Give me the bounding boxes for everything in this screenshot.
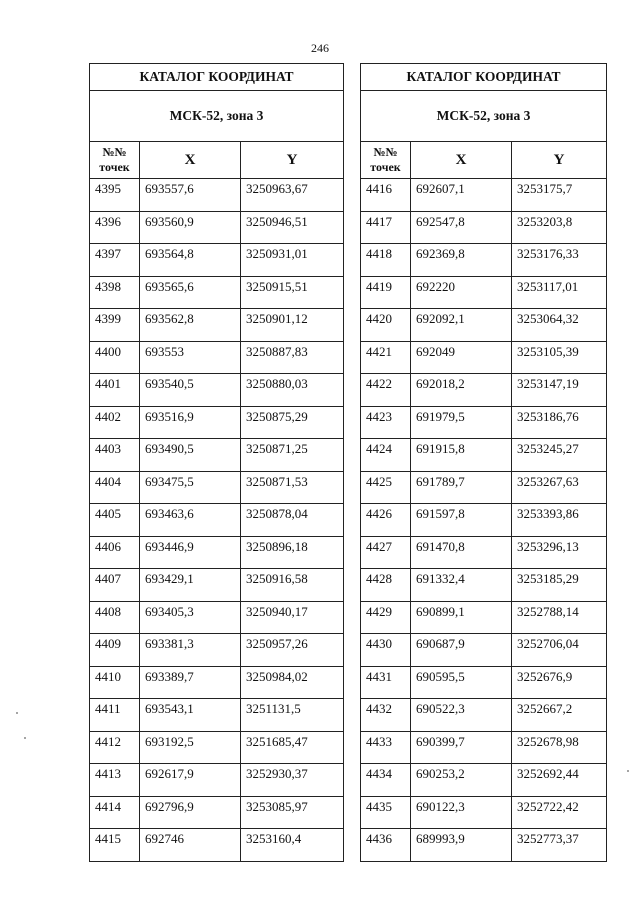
point-number-cell: 4399 (90, 309, 140, 342)
point-number-cell: 4424 (361, 439, 411, 472)
point-number-cell: 4422 (361, 374, 411, 407)
x-coordinate-cell: 693429,1 (140, 569, 241, 602)
x-coordinate-cell: 693562,8 (140, 309, 241, 342)
x-coordinate-cell: 690399,7 (411, 731, 512, 764)
point-number-cell: 4401 (90, 374, 140, 407)
table-row (361, 406, 607, 439)
y-coordinate-cell: 3250940,17 (241, 601, 344, 634)
point-number-cell: 4411 (90, 699, 140, 732)
x-coordinate-cell: 691789,7 (411, 471, 512, 504)
column-header-point-line1: №№ (373, 145, 398, 159)
x-coordinate-cell: 693553 (140, 341, 241, 374)
x-coordinate-cell: 693516,9 (140, 406, 241, 439)
table-row (90, 731, 344, 764)
table-row (90, 276, 344, 309)
y-coordinate-cell: 3252930,37 (241, 764, 344, 797)
x-coordinate-cell: 690122,3 (411, 796, 512, 829)
table-row (90, 569, 344, 602)
point-number-cell: 4405 (90, 504, 140, 537)
table-row (361, 829, 607, 862)
point-number-cell: 4432 (361, 699, 411, 732)
point-number-cell: 4421 (361, 341, 411, 374)
point-number-cell: 4429 (361, 601, 411, 634)
point-number-cell: 4400 (90, 341, 140, 374)
y-coordinate-cell: 3252667,2 (512, 699, 607, 732)
table-row (90, 666, 344, 699)
table-row (361, 374, 607, 407)
point-number-cell: 4430 (361, 634, 411, 667)
point-number-cell: 4404 (90, 471, 140, 504)
y-coordinate-cell: 3250963,67 (241, 179, 344, 212)
column-header-point (361, 142, 411, 179)
catalog-title: КАТАЛОГ КООРДИНАТ (90, 64, 344, 91)
y-coordinate-cell: 3252773,37 (512, 829, 607, 862)
table-row (361, 796, 607, 829)
x-coordinate-cell: 691597,8 (411, 504, 512, 537)
table-row (361, 536, 607, 569)
table-row (90, 179, 344, 212)
y-coordinate-cell: 3252788,14 (512, 601, 607, 634)
x-coordinate-cell: 692796,9 (140, 796, 241, 829)
point-number-cell: 4414 (90, 796, 140, 829)
table-row (361, 179, 607, 212)
table-row (90, 439, 344, 472)
table-row (90, 536, 344, 569)
x-coordinate-cell: 692617,9 (140, 764, 241, 797)
catalog-subtitle: МСК-52, зона 3 (90, 91, 344, 142)
y-coordinate-cell: 3252678,98 (512, 731, 607, 764)
table-row (90, 341, 344, 374)
y-coordinate-cell: 3250957,26 (241, 634, 344, 667)
table-row (90, 211, 344, 244)
point-number-cell: 4407 (90, 569, 140, 602)
table-row (361, 569, 607, 602)
table-row (361, 341, 607, 374)
y-coordinate-cell: 3250915,51 (241, 276, 344, 309)
point-number-cell: 4416 (361, 179, 411, 212)
table-row (90, 634, 344, 667)
table-row (90, 471, 344, 504)
x-coordinate-cell: 693446,9 (140, 536, 241, 569)
table-row (361, 211, 607, 244)
catalog-subtitle: МСК-52, зона 3 (361, 91, 607, 142)
x-coordinate-cell: 693389,7 (140, 666, 241, 699)
table-row (361, 601, 607, 634)
table-row (90, 699, 344, 732)
y-coordinate-cell: 3250984,02 (241, 666, 344, 699)
point-number-cell: 4433 (361, 731, 411, 764)
table-row (361, 276, 607, 309)
point-number-cell: 4409 (90, 634, 140, 667)
y-coordinate-cell: 3251131,5 (241, 699, 344, 732)
table-row (90, 796, 344, 829)
x-coordinate-cell: 690253,2 (411, 764, 512, 797)
x-coordinate-cell: 692607,1 (411, 179, 512, 212)
y-coordinate-cell: 3250887,83 (241, 341, 344, 374)
x-coordinate-cell: 692018,2 (411, 374, 512, 407)
x-coordinate-cell: 693490,5 (140, 439, 241, 472)
x-coordinate-cell: 693543,1 (140, 699, 241, 732)
point-number-cell: 4427 (361, 536, 411, 569)
point-number-cell: 4396 (90, 211, 140, 244)
x-coordinate-cell: 693405,3 (140, 601, 241, 634)
x-coordinate-cell: 693560,9 (140, 211, 241, 244)
column-header-point (90, 142, 140, 179)
point-number-cell: 4419 (361, 276, 411, 309)
table-row (361, 439, 607, 472)
y-coordinate-cell: 3251685,47 (241, 731, 344, 764)
table-row (361, 244, 607, 277)
x-coordinate-cell: 693565,6 (140, 276, 241, 309)
table-row (361, 731, 607, 764)
table-row (361, 309, 607, 342)
scan-speck (627, 770, 629, 772)
point-number-cell: 4413 (90, 764, 140, 797)
column-header-point-line2: точек (370, 160, 401, 174)
y-coordinate-cell: 3253160,4 (241, 829, 344, 862)
point-number-cell: 4398 (90, 276, 140, 309)
y-coordinate-cell: 3253267,63 (512, 471, 607, 504)
column-header-x: X (411, 142, 512, 179)
x-coordinate-cell: 692049 (411, 341, 512, 374)
point-number-cell: 4418 (361, 244, 411, 277)
x-coordinate-cell: 690687,9 (411, 634, 512, 667)
x-coordinate-cell: 690595,5 (411, 666, 512, 699)
table-row (90, 244, 344, 277)
x-coordinate-cell: 693381,3 (140, 634, 241, 667)
column-header-point-line2: точек (99, 160, 130, 174)
x-coordinate-cell: 693463,6 (140, 504, 241, 537)
catalog-title: КАТАЛОГ КООРДИНАТ (361, 64, 607, 91)
y-coordinate-cell: 3253064,32 (512, 309, 607, 342)
y-coordinate-cell: 3253185,29 (512, 569, 607, 602)
x-coordinate-cell: 692369,8 (411, 244, 512, 277)
table-row (361, 634, 607, 667)
y-coordinate-cell: 3253393,86 (512, 504, 607, 537)
x-coordinate-cell: 691332,4 (411, 569, 512, 602)
y-coordinate-cell: 3250871,25 (241, 439, 344, 472)
y-coordinate-cell: 3253245,27 (512, 439, 607, 472)
table-row (361, 699, 607, 732)
y-coordinate-cell: 3253085,97 (241, 796, 344, 829)
y-coordinate-cell: 3250931,01 (241, 244, 344, 277)
point-number-cell: 4435 (361, 796, 411, 829)
x-coordinate-cell: 692092,1 (411, 309, 512, 342)
point-number-cell: 4412 (90, 731, 140, 764)
x-coordinate-cell: 692547,8 (411, 211, 512, 244)
point-number-cell: 4420 (361, 309, 411, 342)
table-row (90, 309, 344, 342)
y-coordinate-cell: 3250875,29 (241, 406, 344, 439)
x-coordinate-cell: 691979,5 (411, 406, 512, 439)
coordinate-catalog-table-left (89, 63, 344, 862)
coordinate-catalog-table-right (360, 63, 607, 862)
point-number-cell: 4431 (361, 666, 411, 699)
column-header-point-line1: №№ (102, 145, 127, 159)
table-row (361, 471, 607, 504)
y-coordinate-cell: 3253203,8 (512, 211, 607, 244)
point-number-cell: 4415 (90, 829, 140, 862)
point-number-cell: 4425 (361, 471, 411, 504)
y-coordinate-cell: 3253186,76 (512, 406, 607, 439)
y-coordinate-cell: 3252692,44 (512, 764, 607, 797)
scan-speck (16, 712, 18, 714)
point-number-cell: 4397 (90, 244, 140, 277)
y-coordinate-cell: 3252706,04 (512, 634, 607, 667)
table-row (90, 601, 344, 634)
y-coordinate-cell: 3253105,39 (512, 341, 607, 374)
table-row (90, 829, 344, 862)
y-coordinate-cell: 3250880,03 (241, 374, 344, 407)
y-coordinate-cell: 3253147,19 (512, 374, 607, 407)
x-coordinate-cell: 689993,9 (411, 829, 512, 862)
point-number-cell: 4395 (90, 179, 140, 212)
y-coordinate-cell: 3253296,13 (512, 536, 607, 569)
y-coordinate-cell: 3253176,33 (512, 244, 607, 277)
x-coordinate-cell: 691470,8 (411, 536, 512, 569)
table-row (90, 374, 344, 407)
point-number-cell: 4408 (90, 601, 140, 634)
y-coordinate-cell: 3252676,9 (512, 666, 607, 699)
table-row (90, 406, 344, 439)
y-coordinate-cell: 3252722,42 (512, 796, 607, 829)
x-coordinate-cell: 693557,6 (140, 179, 241, 212)
y-coordinate-cell: 3250871,53 (241, 471, 344, 504)
x-coordinate-cell: 690522,3 (411, 699, 512, 732)
column-header-y: Y (241, 142, 344, 179)
y-coordinate-cell: 3250916,58 (241, 569, 344, 602)
column-header-y: Y (512, 142, 607, 179)
scan-speck (24, 737, 26, 739)
table-row (361, 666, 607, 699)
point-number-cell: 4410 (90, 666, 140, 699)
x-coordinate-cell: 693564,8 (140, 244, 241, 277)
point-number-cell: 4436 (361, 829, 411, 862)
y-coordinate-cell: 3250901,12 (241, 309, 344, 342)
column-header-x: X (140, 142, 241, 179)
page-number: 246 (311, 41, 329, 55)
y-coordinate-cell: 3250878,04 (241, 504, 344, 537)
x-coordinate-cell: 693540,5 (140, 374, 241, 407)
x-coordinate-cell: 690899,1 (411, 601, 512, 634)
x-coordinate-cell: 691915,8 (411, 439, 512, 472)
x-coordinate-cell: 693475,5 (140, 471, 241, 504)
y-coordinate-cell: 3250946,51 (241, 211, 344, 244)
point-number-cell: 4402 (90, 406, 140, 439)
x-coordinate-cell: 693192,5 (140, 731, 241, 764)
y-coordinate-cell: 3253175,7 (512, 179, 607, 212)
table-row (90, 504, 344, 537)
point-number-cell: 4434 (361, 764, 411, 797)
x-coordinate-cell: 692220 (411, 276, 512, 309)
point-number-cell: 4423 (361, 406, 411, 439)
table-row (361, 764, 607, 797)
point-number-cell: 4426 (361, 504, 411, 537)
point-number-cell: 4406 (90, 536, 140, 569)
x-coordinate-cell: 692746 (140, 829, 241, 862)
table-row (361, 504, 607, 537)
y-coordinate-cell: 3253117,01 (512, 276, 607, 309)
point-number-cell: 4417 (361, 211, 411, 244)
point-number-cell: 4428 (361, 569, 411, 602)
y-coordinate-cell: 3250896,18 (241, 536, 344, 569)
point-number-cell: 4403 (90, 439, 140, 472)
table-row (90, 764, 344, 797)
